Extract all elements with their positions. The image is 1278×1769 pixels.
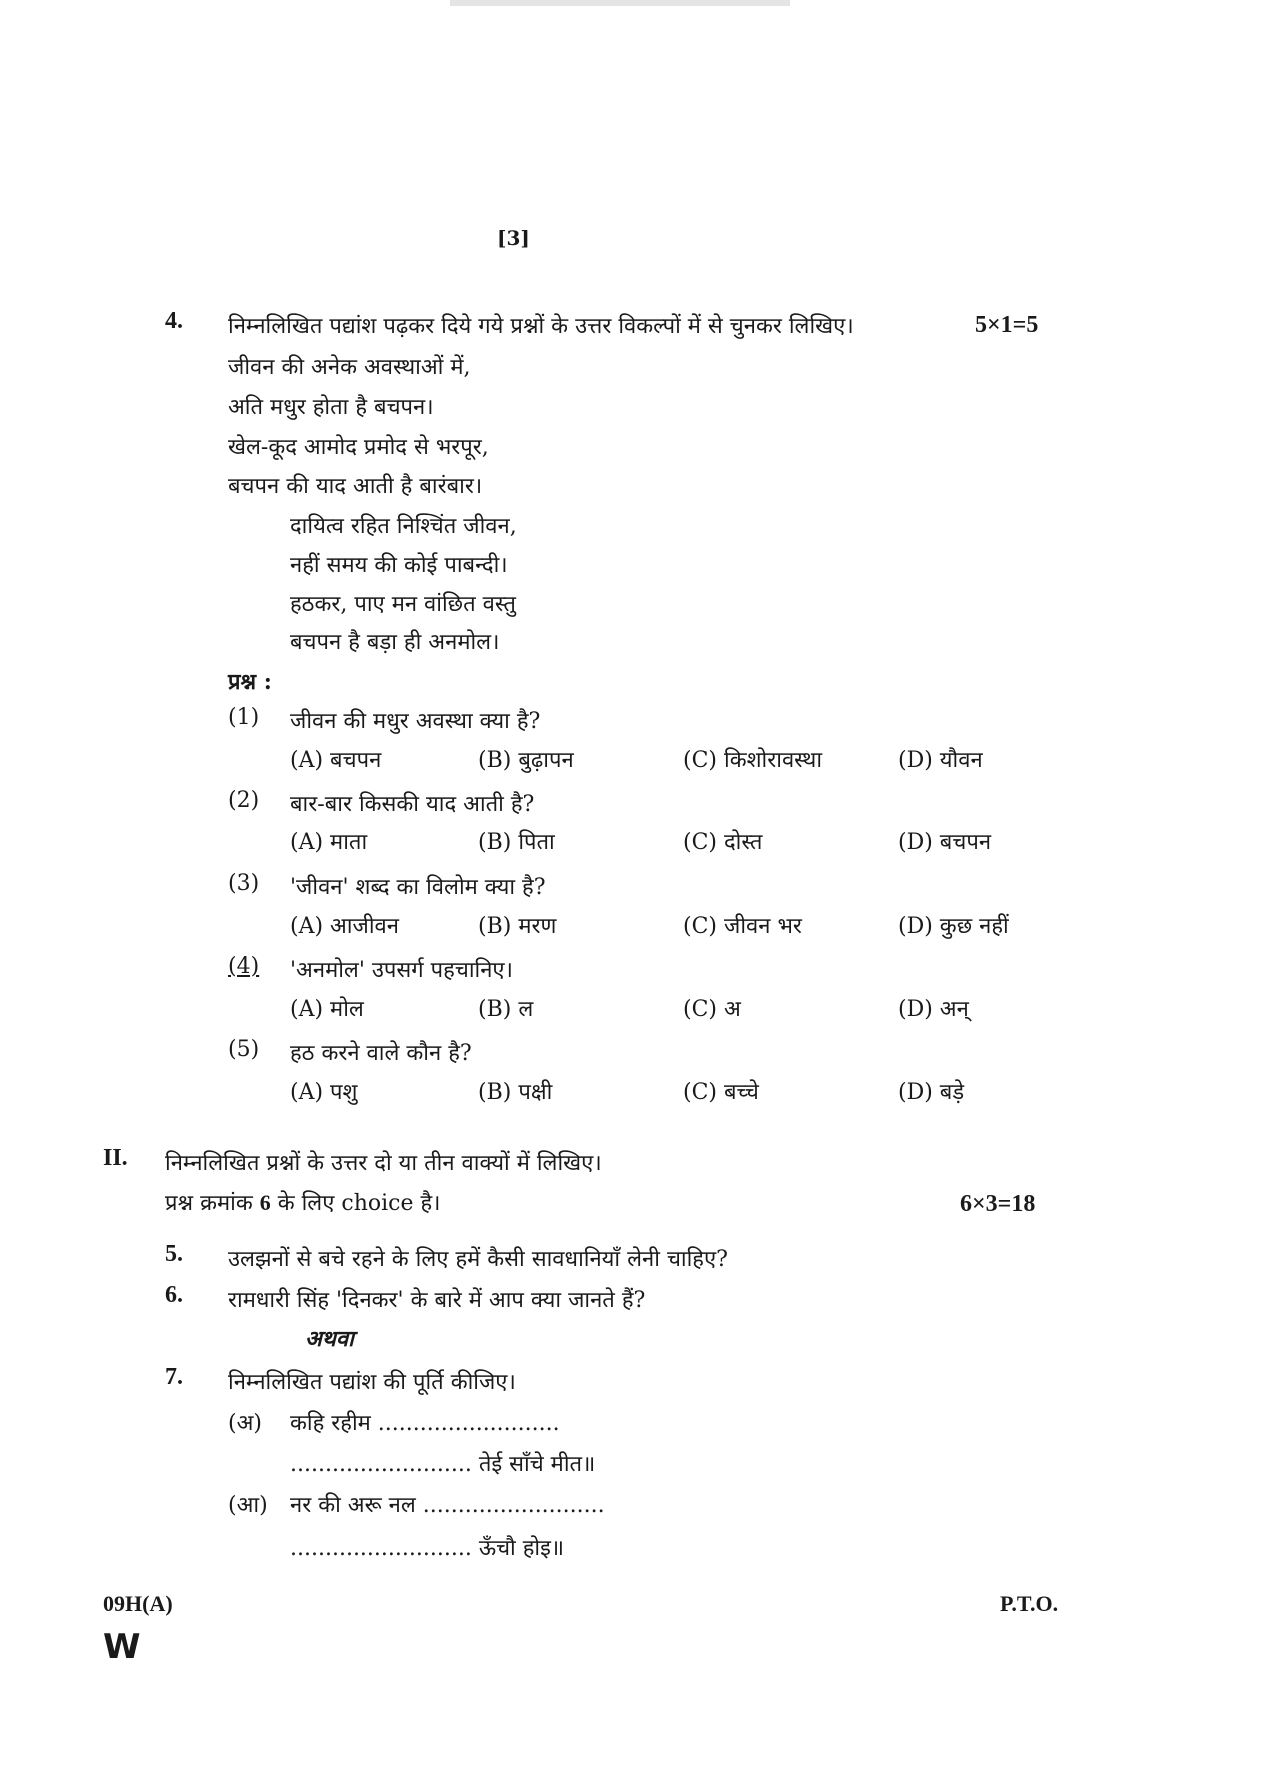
poem-line: जीवन की अनेक अवस्थाओं में,	[228, 355, 471, 380]
option-a: (A) पशु	[290, 1080, 358, 1105]
q7-a-line1: कहि रहीम ..........................	[290, 1411, 560, 1436]
subq-text: 'अनमोल' उपसर्ग पहचानिए।	[290, 958, 513, 983]
section-roman: II.	[103, 1145, 128, 1171]
poem-line: खेल-कूद आमोद प्रमोद से भरपूर,	[228, 435, 489, 460]
poem-line: नहीं समय की कोई पाबन्दी।	[290, 553, 508, 578]
subq-number: (4)	[228, 954, 260, 979]
scan-smudge	[450, 0, 790, 6]
q7-a-line2: .......................... तेई साँचे मीत॥	[290, 1452, 596, 1477]
footer-code: 09H(A)	[103, 1591, 173, 1616]
poem-line: अति मधुर होता है बचपन।	[228, 395, 434, 420]
option-c: (C) दोस्त	[683, 830, 763, 855]
q6-number: 6.	[165, 1282, 183, 1308]
page-number: [3]	[497, 226, 530, 250]
choice-note	[165, 1187, 441, 1217]
choice-suffix: के लिए choice है।	[277, 1191, 441, 1216]
q6-text: रामधारी सिंह 'दिनकर' के बारे में आप क्या जानते हैं?	[228, 1288, 646, 1313]
subq-text: 'जीवन' शब्द का विलोम क्या है?	[290, 875, 546, 900]
section-instruction: निम्नलिखित प्रश्नों के उत्तर दो या तीन वाक्यों में लिखिए।	[165, 1151, 602, 1176]
option-c: (C) अ	[683, 997, 741, 1022]
subq-text: जीवन की मधुर अवस्था क्या है?	[290, 709, 541, 734]
option-a: (A) आजीवन	[290, 914, 399, 939]
q7-text: निम्नलिखित पद्यांश की पूर्ति कीजिए।	[228, 1370, 516, 1395]
option-b: (B) बुढ़ापन	[478, 748, 574, 773]
poem-line: दायित्व रहित निश्चिंत जीवन,	[290, 514, 517, 539]
questions-label: प्रश्न :	[228, 669, 272, 695]
option-b: (B) पिता	[478, 830, 555, 855]
option-b: (B) ल	[478, 997, 534, 1022]
option-a: (A) मोल	[290, 997, 364, 1022]
subq-text: हठ करने वाले कौन है?	[290, 1041, 472, 1066]
subq-number: (2)	[228, 788, 260, 813]
option-c: (C) जीवन भर	[683, 914, 802, 939]
q4-number: 4.	[165, 308, 183, 334]
choice-prefix: प्रश्न क्रमांक	[165, 1191, 253, 1216]
subq-number: (3)	[228, 871, 260, 896]
subq-text: बार-बार किसकी याद आती है?	[290, 792, 535, 817]
q4-marks: 5×1=5	[975, 312, 1039, 338]
option-d: (D) यौवन	[898, 748, 983, 773]
footer-pto: P.T.O.	[1000, 1591, 1059, 1616]
option-a: (A) माता	[290, 830, 368, 855]
q4-instruction: निम्नलिखित पद्यांश पढ़कर दिये गये प्रश्नों के उत्तर विकल्पों में से चुनकर लिखिए।	[228, 314, 854, 339]
option-d: (D) अन्	[898, 997, 969, 1022]
option-c: (C) किशोरावस्था	[683, 748, 823, 773]
poem-line: हठकर, पाए मन वांछित वस्तु	[290, 592, 516, 617]
option-b: (B) पक्षी	[478, 1080, 553, 1105]
option-d: (D) कुछ नहीं	[898, 914, 1009, 939]
section-marks: 6×3=18	[960, 1191, 1036, 1217]
q7-b-line2: .......................... ऊँचौ होइ॥	[290, 1536, 565, 1561]
poem-line: बचपन की याद आती है बारंबार।	[228, 474, 483, 499]
q5-text: उलझनों से बचे रहने के लिए हमें कैसी सावधानियाँ लेनी चाहिए?	[228, 1247, 728, 1272]
option-d: (D) बचपन	[898, 830, 992, 855]
subq-number: (1)	[228, 705, 260, 730]
q7-b-label: (आ)	[228, 1493, 268, 1518]
footer-letter: W	[103, 1627, 141, 1667]
or-label: अथवा	[305, 1326, 354, 1352]
q7-a-label: (अ)	[228, 1411, 262, 1436]
option-d: (D) बड़े	[898, 1080, 965, 1105]
option-c: (C) बच्चे	[683, 1080, 759, 1105]
poem-line: बचपन है बड़ा ही अनमोल।	[290, 630, 500, 655]
q7-b-line1: नर की अरू नल ..........................	[290, 1493, 605, 1518]
option-b: (B) मरण	[478, 914, 557, 939]
q7-number: 7.	[165, 1364, 183, 1390]
subq-number: (5)	[228, 1037, 260, 1062]
option-a: (A) बचपन	[290, 748, 382, 773]
choice-number: 6	[259, 1190, 271, 1215]
q5-number: 5.	[165, 1241, 183, 1267]
